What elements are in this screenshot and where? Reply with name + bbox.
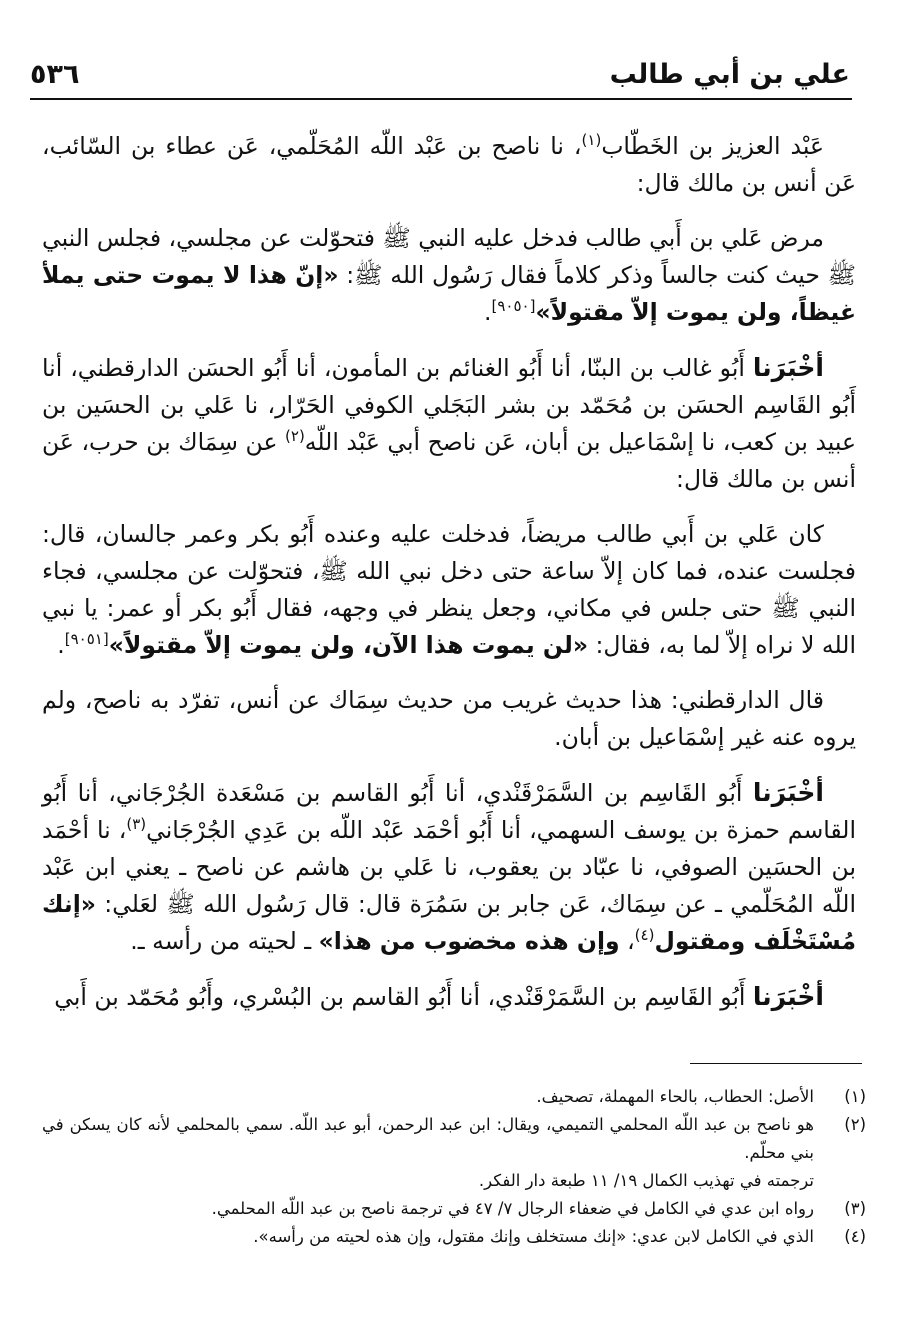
footnote-text: ترجمته في تهذيب الكمال ١٩/ ١١ طبعة دار الفكر. — [478, 1171, 814, 1190]
text-run: عَبْد العزيز بن الخَطّاب — [601, 132, 824, 160]
footnote-number: (١) — [844, 1087, 866, 1106]
text-run: ـ لحيته من رأسه ـ. — [130, 927, 319, 955]
akhbarana-keyword: أخْبَرَنا — [752, 353, 824, 382]
footnote-2 — [42, 1111, 866, 1195]
paragraph-2 — [42, 220, 856, 331]
footnote-text: الأصل: الحطاب، بالحاء المهملة، تصحيف. — [536, 1087, 814, 1106]
text-run: أَبُو القَاسِم بن السَّمَرْقَنْدي، أنا أَبُو القاسم بن مَسْعَدة الجُرْجَاني، أنا أَبُو القاسم حمزة بن يوسف السهمي، أنا أَبُو أحْمَد عَبْد اللّه بن عَدِي الجُرْجَاني — [42, 779, 857, 844]
footnote-3 — [42, 1195, 866, 1223]
footnote-1 — [42, 1083, 866, 1111]
text-run: قال الدارقطني: هذا حديث غريب من حديث سِمَاك عن أنس، تفرّد به ناصح، ولم يروه عنه غير إسْمَاعيل بن أبان. — [42, 686, 856, 751]
footnotes — [42, 1083, 866, 1251]
footnote-ref: (٤) — [634, 926, 655, 945]
text-run: ، — [619, 927, 635, 955]
hadith-number: [٩٠٥٠] — [491, 297, 536, 316]
header-rule — [30, 98, 852, 100]
bold-quote: «إنك مُسْتَخْلَف ومقتول — [42, 890, 856, 955]
footnote-separator — [690, 1063, 862, 1064]
page-header — [30, 55, 850, 99]
footnote-number: (٣) — [844, 1199, 866, 1218]
text-run: . — [57, 631, 65, 659]
bold-quote: وإن هذه مخضوب من هذا» — [318, 927, 620, 955]
bold-quote: «لن يموت هذا الآن، ولن يموت إلاّ مقتولاً» — [108, 631, 589, 659]
bold-quote: «إنّ هذا لا يموت حتى يملأ غيظاً، ولن يموت إلاّ مقتولاً» — [42, 261, 856, 326]
footnote-text: رواه ابن عدي في الكامل في ضعفاء الرجال ٧/ ٤٧ في ترجمة ناصح بن عبد اللّه المحلمي. — [211, 1199, 814, 1218]
text-run: ، نا ناصح بن عَبْد اللّه المُحَلّمي، عَن عطاء بن السّائب، عَن أنس بن مالك قال: — [42, 132, 856, 197]
page-number: ٥٣٦ — [30, 59, 80, 90]
footnote-4 — [42, 1223, 866, 1251]
text-run: مرض عَلي بن أَبي طالب فدخل عليه النبي ﷺ فتحوّلت عن مجلسي، فجلس النبي ﷺ حيث كنت جالساً وذكر كلاماً فقال رَسُول الله ﷺ: — [42, 224, 856, 289]
text-run: كان عَلي بن أَبي طالب مريضاً، فدخلت عليه وعنده أَبُو بكر وعمر جالسان، قال: فجلست عنده، فما كان إلاّ ساعة حتى دخل نبي الله ﷺ، فتحوّلت عن مجلسي، فجاء النبي ﷺ حتى جلس في مكاني، وجعل ينظر في وجهه، فقال أَبُو بكر أو عمر: يا نبي الله لا نراه إلاّ لما به، فقال: — [42, 520, 856, 659]
paragraph-7 — [42, 978, 856, 1016]
running-title: علي بن أبي طالب — [609, 59, 850, 90]
footnote-text: الذي في الكامل لابن عدي: «إنك مستخلف وإنك مقتول، وإن هذه لحيته من رأسه». — [253, 1227, 814, 1246]
main-text — [42, 128, 856, 1016]
paragraph-5 — [42, 682, 856, 756]
paragraph-3 — [42, 349, 856, 498]
footnote-ref: (٢) — [285, 427, 305, 446]
text-run: أَبُو القَاسِم بن السَّمَرْقَنْدي، أنا أَبُو القاسم بن البُسْري، وأَبُو مُحَمّد بن أَبي — [54, 983, 753, 1011]
footnote-number: (٢) — [844, 1115, 866, 1134]
paragraph-4 — [42, 516, 856, 664]
footnote-text: هو ناصح بن عبد اللّه المحلمي التميمي، ويقال: ابن عبد الرحمن، أبو عبد اللّه. سمي بالمحلمي لأنه كان يسكن في بني محلّم. — [42, 1115, 814, 1162]
footnote-number: (٤) — [844, 1227, 866, 1246]
text-run: أَبُو غالب بن البنّا، أنا أَبُو الغنائم بن المأمون، أنا أَبُو الحسَن الدارقطني، أنا أَبُو القَاسِم الحسَن بن مُحَمّد بن بشر البَجَلي الكوفي الحَرّار، نا عَلي بن الحسَين بن عبيد بن كعب، نا إسْمَاعيل بن أبان، عَن ناصح أبي عَبْد اللّه — [42, 354, 856, 456]
text-run: . — [484, 298, 492, 326]
akhbarana-keyword: أخْبَرَنا — [752, 982, 824, 1011]
paragraph-1 — [42, 128, 856, 202]
akhbarana-keyword: أخْبَرَنا — [752, 778, 824, 807]
hadith-number: [٩٠٥١] — [64, 630, 109, 649]
footnote-ref: (٣) — [126, 815, 147, 834]
paragraph-6 — [42, 774, 856, 960]
text-run: ، نا أحْمَد بن الحسَين الصوفي، نا عبّاد بن يعقوب، نا عَلي بن هاشم عن ناصح ـ يعني ابن عَبْد اللّه المُحَلّمي ـ عن سِمَاك، عَن جابر بن سَمُرَة قال: قال رَسُول الله ﷺ لعَلي: — [42, 816, 856, 918]
footnote-ref: (١) — [581, 131, 602, 150]
text-run: عن سِمَاك بن حرب، عَن أنس بن مالك قال: — [42, 428, 856, 493]
